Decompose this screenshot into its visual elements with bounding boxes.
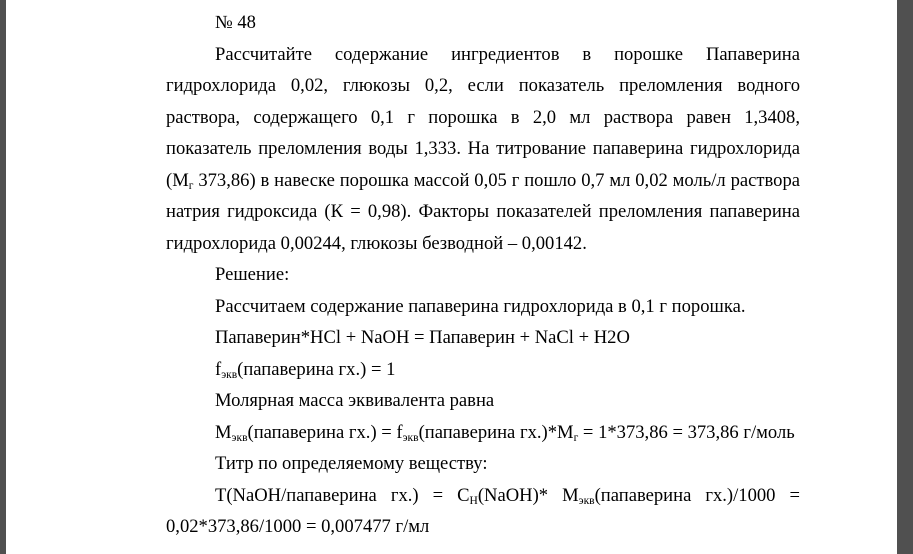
solution-heading: Решение: bbox=[215, 264, 290, 285]
titer-equation-line-2: 0,02*373,86/1000 = 0,007477 г/мл bbox=[166, 516, 430, 537]
titer-mid: (NaOH)* М bbox=[477, 484, 579, 506]
titer-c-sub: Н bbox=[469, 494, 478, 507]
meq-m-sub: экв bbox=[231, 431, 248, 444]
titer-prefix: Т(NaOH/папаверина гх.) = С bbox=[215, 484, 470, 506]
problem-line-5 bbox=[166, 165, 800, 197]
titer-equation-line-1 bbox=[166, 480, 800, 512]
document-page bbox=[6, 0, 897, 554]
equivalence-factor bbox=[166, 354, 800, 386]
titer-m-sub: экв bbox=[578, 494, 595, 507]
reaction-equation: Папаверин*HCl + NaOH = Папаверин + NaCl + H2O bbox=[215, 327, 630, 348]
molar-mass-open: (М bbox=[166, 169, 189, 191]
problem-line-6: натрия гидроксида (К = 0,98). Факторы показателей преломления папаверина bbox=[166, 201, 800, 222]
problem-line-5-rest: 373,86) в навеске порошка массой 0,05 г пошло 0,7 мл 0,02 моль/л раствора bbox=[193, 169, 800, 191]
feq-symbol: f bbox=[215, 358, 222, 380]
document-content bbox=[166, 7, 800, 543]
meq-part2: (папаверина гх.)*М bbox=[418, 421, 574, 443]
solution-step-1: Рассчитаем содержание папаверина гидрохлорида в 0,1 г порошка. bbox=[215, 295, 746, 317]
feq-rest: (папаверина гх.) = 1 bbox=[237, 358, 396, 380]
problem-line-7: гидрохлорида 0,00244, глюкозы безводной – 0,00142. bbox=[166, 232, 587, 254]
problem-number: № 48 bbox=[215, 12, 256, 33]
molar-mass-sub: г bbox=[188, 179, 194, 192]
problem-line-2: гидрохлорида 0,02, глюкозы 0,2, если показатель преломления водного bbox=[166, 75, 800, 96]
problem-line-3: раствора, содержащего 0,1 г порошка в 2,0 мл раствора равен 1,3408, bbox=[166, 106, 800, 128]
feq-sub: экв bbox=[221, 368, 238, 381]
molar-mass-label: Молярная масса эквивалента равна bbox=[215, 390, 495, 411]
meq-part3: = 1*373,86 = 373,86 г/моль bbox=[578, 421, 795, 443]
molar-mass-equation bbox=[166, 417, 800, 449]
problem-line-1: Рассчитайте содержание ингредиентов в порошке Папаверина bbox=[215, 43, 800, 65]
meq-part1: (папаверина гх.) = f bbox=[247, 421, 403, 443]
titer-tail: (папаверина гх.)/1000 = bbox=[594, 484, 800, 506]
problem-line-4: показатель преломления воды 1,333. На титрование папаверина гидрохлорида bbox=[166, 138, 800, 159]
meq-mr-sub: г bbox=[573, 431, 579, 444]
titer-label: Титр по определяемому веществу: bbox=[215, 453, 488, 474]
meq-f-sub: экв bbox=[402, 431, 419, 444]
meq-m: М bbox=[215, 421, 232, 443]
